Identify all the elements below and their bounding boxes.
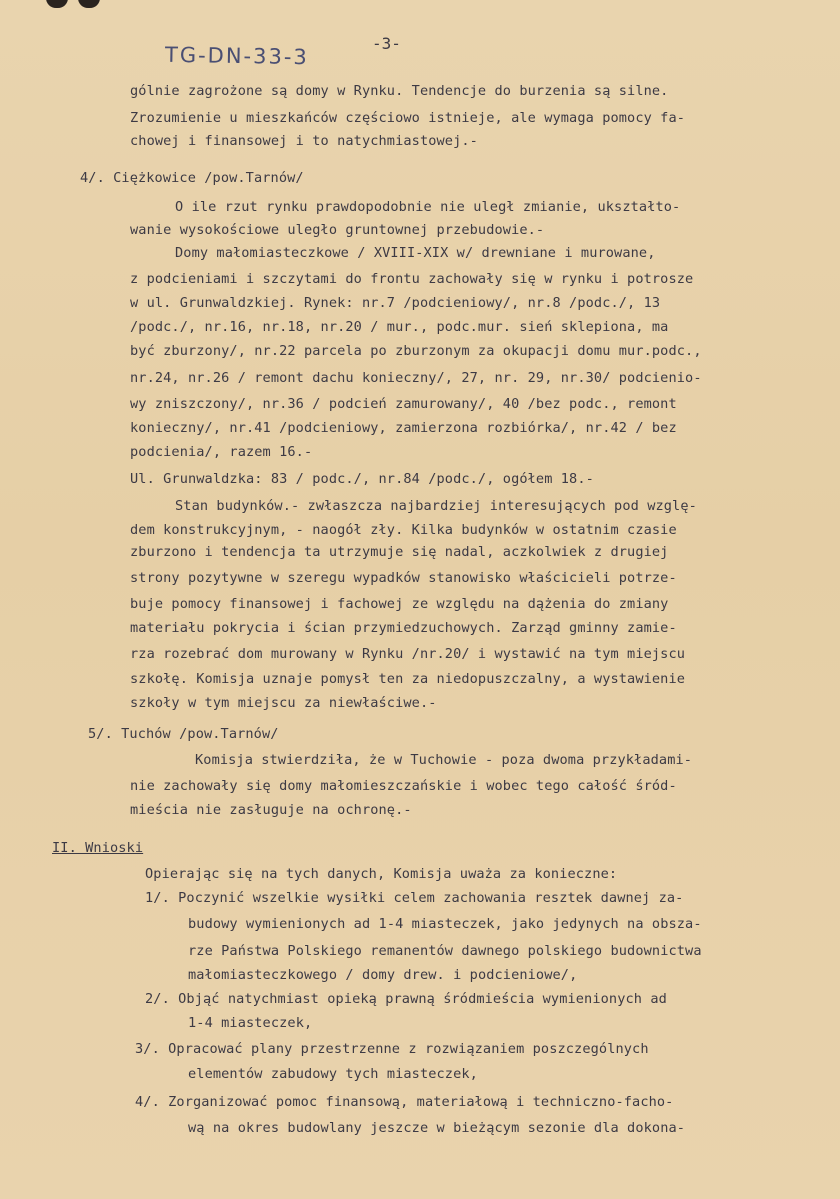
text-line: gólnie zagrożone są domy w Rynku. Tendencje do burzenia są silne. — [130, 83, 669, 99]
text-line: Opierając się na tych danych, Komisja uważa za konieczne: — [145, 866, 618, 882]
list-item: 3/. Opracować plany przestrzenne z rozwiązaniem poszczególnych — [135, 1041, 649, 1057]
binder-hole — [78, 0, 100, 8]
text-line: chowej i finansowej i to natychmiastowej.- — [130, 133, 478, 149]
text-line: konieczny/, nr.41 /podcieniowy, zamierzona rozbiórka/, nr.42 / bez — [130, 420, 677, 436]
text-line: z podcieniami i szczytami do frontu zachowały się w rynku i potrosze — [130, 271, 694, 287]
text-line: zburzono i tendencja ta utrzymuje się nadal, aczkolwiek z drugiej — [130, 544, 669, 560]
text-line: w ul. Grunwaldzkiej. Rynek: nr.7 /podcieniowy/, nr.8 /podc./, 13 — [130, 295, 661, 311]
text-line: szkoły w tym miejscu za niewłaściwe.- — [130, 695, 437, 711]
text-line: Stan budynków.- zwłaszcza najbardziej interesujących pod wzglę- — [175, 498, 697, 514]
list-item: 1/. Poczynić wszelkie wysiłki celem zachowania resztek dawnej za- — [145, 890, 684, 906]
text-line: szkołę. Komisja uznaje pomysł ten za niedopuszczalny, a wystawienie — [130, 671, 686, 687]
text-line: Ul. Grunwaldzka: 83 / podc./, nr.84 /podc./, ogółem 18.- — [130, 471, 594, 487]
text-line: elementów zabudowy tych miasteczek, — [188, 1066, 478, 1082]
list-item: 4/. Zorganizować pomoc finansową, materiałową i techniczno-facho- — [135, 1094, 674, 1110]
text-line: budowy wymienionych ad 1-4 miasteczek, jako jedynych na obsza- — [188, 916, 702, 932]
text-line: dem konstrukcyjnym, - naogół zły. Kilka budynków w ostatnim czasie — [130, 522, 677, 538]
section-heading: II. Wnioski — [52, 840, 144, 856]
page-number: -3- — [372, 34, 401, 53]
text-line: materiału pokrycia i ścian przymiedzuchowych. Zarząd gminny zamie- — [130, 620, 677, 636]
section-heading: 5/. Tuchów /pow.Tarnów/ — [88, 726, 279, 742]
text-line: Komisja stwierdziła, że w Tuchowie - poza dwoma przykładami- — [195, 752, 693, 768]
text-line: 1-4 miasteczek, — [188, 1015, 313, 1031]
text-line: nr.24, nr.26 / remont dachu konieczny/, 27, nr. 29, nr.30/ podcienio- — [130, 370, 702, 386]
text-line: podcienia/, razem 16.- — [130, 444, 313, 460]
text-line: rza rozebrać dom murowany w Rynku /nr.20/ i wystawić na tym miejscu — [130, 646, 686, 662]
text-line: Domy małomiasteczkowe / XVIII-XIX w/ drewniane i murowane, — [175, 245, 656, 261]
binder-hole — [46, 0, 68, 8]
text-line: wanie wysokościowe uległo gruntownej przebudowie.- — [130, 222, 545, 238]
section-heading: 4/. Ciężkowice /pow.Tarnów/ — [80, 170, 304, 186]
text-line: /podc./, nr.16, nr.18, nr.20 / mur., podc.mur. sień sklepiona, ma — [130, 319, 669, 335]
text-line: mieścia nie zasługuje na ochronę.- — [130, 802, 412, 818]
text-line: Zrozumienie u mieszkańców częściowo istnieje, ale wymaga pomocy fa- — [130, 110, 686, 126]
text-line: być zburzony/, nr.22 parcela po zburzonym za okupacji domu mur.podc., — [130, 343, 702, 359]
text-line: małomiasteczkowego / domy drew. i podcieniowe/, — [188, 967, 578, 983]
archive-reference: TG-DN-33-3 — [164, 42, 309, 70]
text-line: buje pomocy finansowej i fachowej ze względu na dążenia do zmiany — [130, 596, 669, 612]
text-line: nie zachowały się domy małomieszczańskie i wobec tego całość śród- — [130, 778, 677, 794]
text-line: O ile rzut rynku prawdopodobnie nie uległ zmianie, ukształto- — [175, 199, 681, 215]
text-line: rze Państwa Polskiego remanentów dawnego polskiego budownictwa — [188, 943, 702, 959]
text-line: wy zniszczony/, nr.36 / podcień zamurowany/, 40 /bez podc., remont — [130, 396, 677, 412]
list-item: 2/. Objąć natychmiast opieką prawną śródmieścia wymienionych ad — [145, 991, 667, 1007]
text-line: strony pozytywne w szeregu wypadków stanowisko właścicieli potrze- — [130, 570, 677, 586]
text-line: wą na okres budowlany jeszcze w bieżącym sezonie dla dokona- — [188, 1120, 686, 1136]
